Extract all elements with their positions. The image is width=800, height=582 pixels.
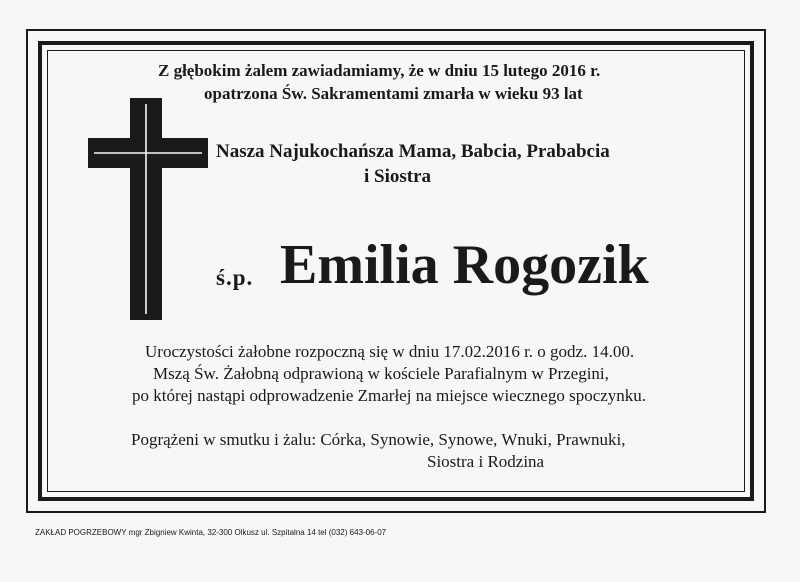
funeral-home-footer: ZAKŁAD POGRZEBOWY mgr Zbigniew Kwinta, 32-300 Olkusz ul. Szpitalna 14 tel (032) 643-06-07 — [35, 528, 387, 537]
ceremony-line-1: Uroczystości żałobne rozpoczną się w dniu 17.02.2016 r. o godz. 14.00. — [145, 342, 635, 361]
mourners-line-1: Pogrążeni w smutku i żalu: Córka, Synowie, Synowe, Wnuki, Prawnuki, — [131, 430, 626, 449]
deceased-name: Emilia Rogozik — [280, 234, 649, 296]
ceremony-line-3: po której nastąpi odprowadzenie Zmarłej na miejsce wiecznego spoczynku. — [132, 386, 647, 405]
family-role-line-2: i Siostra — [364, 166, 432, 187]
header-line-1: Z głębokim żalem zawiadamiamy, że w dniu 15 lutego 2016 r. — [158, 61, 601, 80]
header-line-2: opatrzona Św. Sakramentami zmarła w wieku 93 lat — [204, 84, 583, 103]
name-prefix: ś.p. — [216, 265, 254, 290]
family-role-line-1: Nasza Najukochańsza Mama, Babcia, Prababcia — [216, 141, 610, 162]
cross-icon — [88, 98, 208, 320]
ceremony-line-2: Mszą Św. Żałobną odprawioną w kościele Parafialnym w Przegini, — [153, 364, 609, 383]
mourners-line-2: Siostra i Rodzina — [427, 452, 545, 471]
